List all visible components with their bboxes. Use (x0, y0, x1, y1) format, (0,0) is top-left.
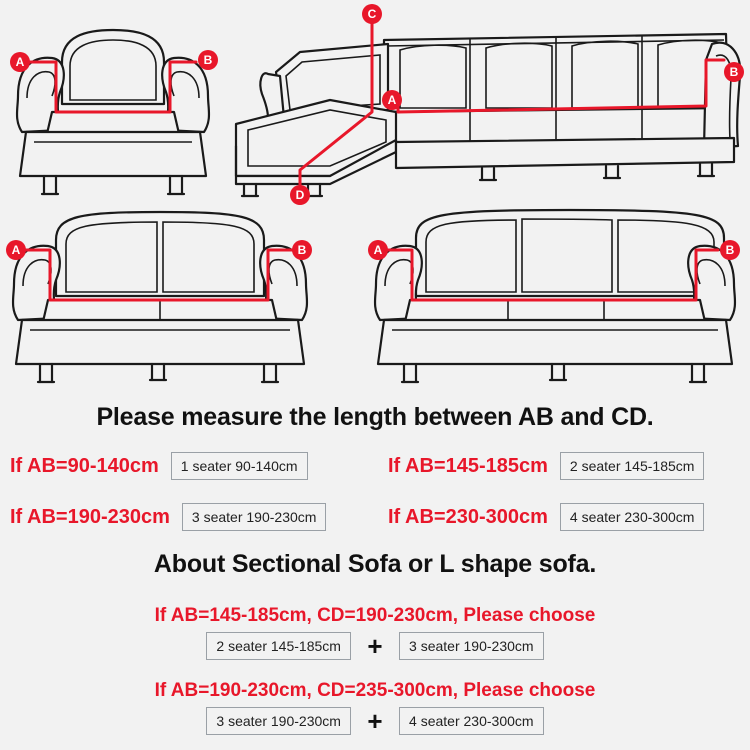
label-a-three-seater: A (373, 243, 383, 257)
plus-icon-1: + (367, 631, 383, 661)
sectional-sofa-diagram (236, 4, 744, 205)
sectional-condition-1-row (0, 605, 750, 627)
label-a-armchair: A (15, 55, 25, 69)
label-b-three-seater: B (725, 243, 735, 257)
label-b-armchair: B (203, 53, 213, 67)
plus-icon-2: + (367, 706, 383, 736)
sectional-heading: About Sectional Sofa or L shape sofa. (153, 550, 597, 578)
armchair-diagram (10, 30, 218, 194)
size-option-1 (10, 452, 308, 480)
three-seater-diagram (368, 210, 740, 382)
label-d-sectional: D (295, 188, 305, 202)
size-condition-1: If AB=90-140cm (10, 454, 159, 477)
size-condition-2: If AB=145-185cm (388, 454, 548, 477)
label-a-two-seater: A (11, 243, 21, 257)
sectional-2-chip-right[interactable]: 4 seater 230-300cm (399, 707, 544, 735)
size-chip-1-seater[interactable]: 1 seater 90-140cm (171, 452, 308, 480)
sectional-condition-2-row (0, 680, 750, 702)
label-c-sectional: C (367, 7, 377, 21)
measure-instruction-heading: Please measure the length between AB and CD. (96, 403, 654, 431)
size-chip-3-seater[interactable]: 3 seater 190-230cm (182, 503, 327, 531)
sectional-1-chip-left[interactable]: 2 seater 145-185cm (206, 632, 351, 660)
size-option-2 (388, 452, 704, 480)
sectional-condition-1: If AB=145-185cm, CD=190-230cm, Please choose (154, 605, 596, 626)
label-a-sectional: A (387, 93, 397, 107)
size-condition-4: If AB=230-300cm (388, 505, 548, 528)
size-chip-2-seater[interactable]: 2 seater 145-185cm (560, 452, 705, 480)
sectional-2-chip-left[interactable]: 3 seater 190-230cm (206, 707, 351, 735)
sectional-choice-1-row (0, 632, 750, 660)
sectional-1-chip-right[interactable]: 3 seater 190-230cm (399, 632, 544, 660)
sectional-choice-2-row (0, 707, 750, 735)
size-option-3 (10, 503, 326, 531)
label-b-two-seater: B (297, 243, 307, 257)
two-seater-diagram (6, 212, 312, 382)
size-chip-4-seater[interactable]: 4 seater 230-300cm (560, 503, 705, 531)
sectional-condition-2: If AB=190-230cm, CD=235-300cm, Please choose (154, 680, 596, 701)
size-option-4 (388, 503, 704, 531)
label-b-sectional: B (729, 65, 739, 79)
size-condition-3: If AB=190-230cm (10, 505, 170, 528)
